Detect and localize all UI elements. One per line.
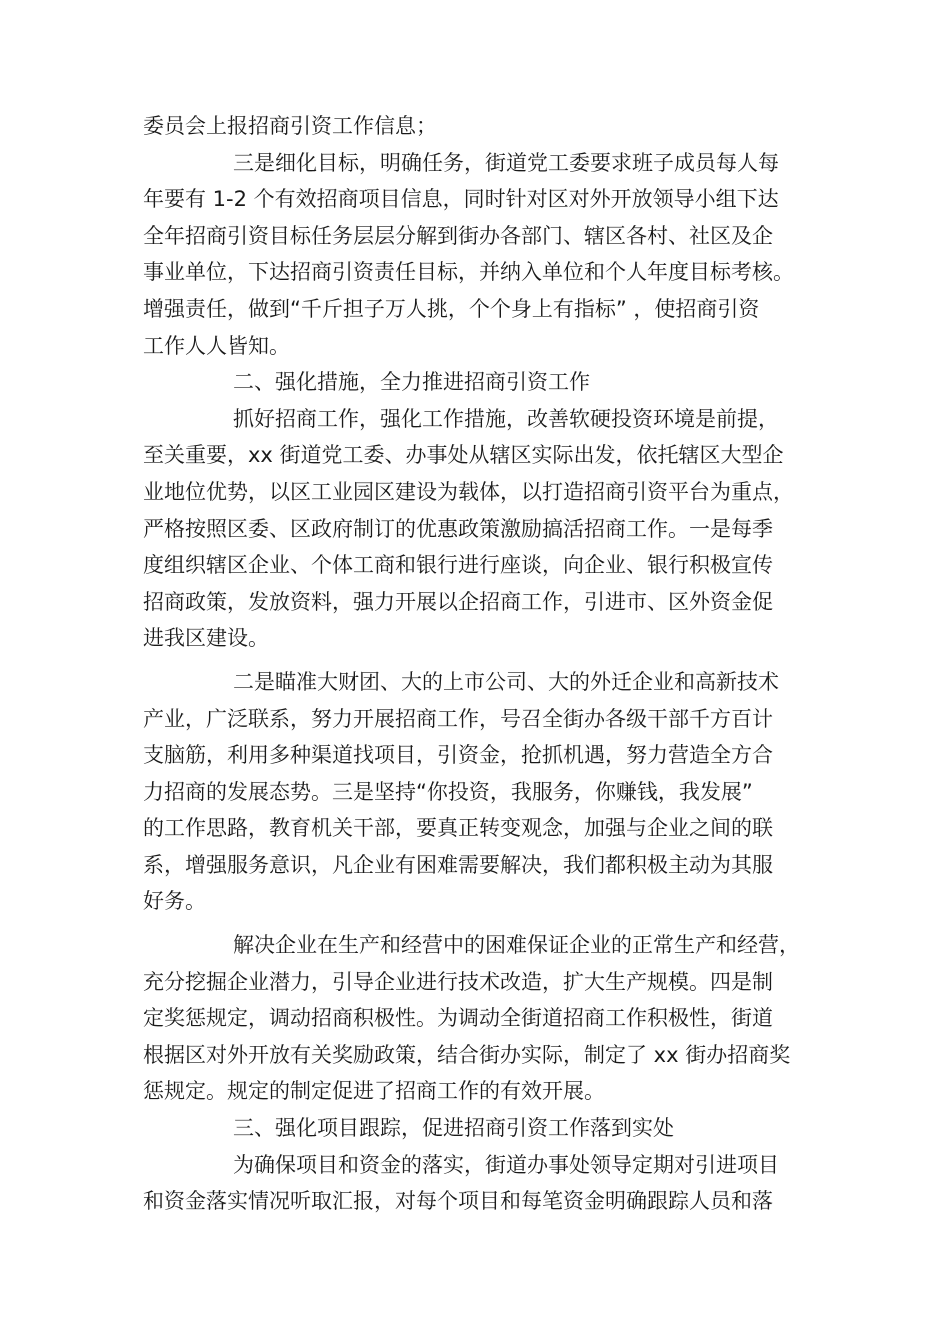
text-line: 和资金落实情况听取汇报，对每个项目和每笔资金明确跟踪人员和落 bbox=[143, 1189, 773, 1214]
text-line: 抓好招商工作，强化工作措施，改善软硬投资环境是前提， bbox=[233, 406, 779, 431]
text-line: 惩规定。规定的制定促进了招商工作的有效开展。 bbox=[143, 1079, 605, 1104]
text-line: 好务。 bbox=[143, 889, 206, 914]
text-line: 定奖惩规定，调动招商积极性。为调动全街道招商工作积极性，街道 bbox=[143, 1006, 773, 1031]
text-line: 的工作思路，教育机关干部，要真正转变观念，加强与企业之间的联 bbox=[143, 816, 773, 841]
section-heading: 二、强化措施，全力推进招商引资工作 bbox=[233, 370, 590, 395]
text-line: 二是瞄准大财团、大的上市公司、大的外迁企业和高新技术 bbox=[233, 669, 779, 694]
text-line: 进我区建设。 bbox=[143, 626, 269, 651]
text-line: 事业单位，下达招商引资责任目标，并纳入单位和个人年度目标考核。 bbox=[143, 260, 794, 285]
text-line: 力招商的发展态势。三是坚持“你投资，我服务，你赚钱，我发展” bbox=[143, 779, 753, 804]
text-line: 工作人人皆知。 bbox=[143, 333, 290, 358]
text-line: 至关重要，xx 街道党工委、办事处从辖区实际出发，依托辖区大型企 bbox=[143, 443, 784, 468]
text-line: 年要有 1-2 个有效招商项目信息，同时针对区对外开放领导小组下达 bbox=[143, 187, 779, 212]
section-heading: 三、强化项目跟踪，促进招商引资工作落到实处 bbox=[233, 1116, 674, 1141]
text-line: 招商政策，发放资料，强力开展以企招商工作，引进市、区外资金促 bbox=[143, 589, 773, 614]
text-line: 增强责任，做到“千斤担子万人挑，个个身上有指标” ，使招商引资 bbox=[143, 296, 760, 321]
text-line: 严格按照区委、区政府制订的优惠政策激励搞活招商工作。一是每季 bbox=[143, 516, 773, 541]
text-line: 产业，广泛联系，努力开展招商工作，号召全街办各级干部千方百计 bbox=[143, 706, 773, 731]
text-line: 三是细化目标，明确任务，街道党工委要求班子成员每人每 bbox=[233, 150, 779, 175]
text-line: 根据区对外开放有关奖励政策，结合街办实际，制定了 xx 街办招商奖 bbox=[143, 1042, 791, 1067]
text-line: 解决企业在生产和经营中的困难保证企业的正常生产和经营， bbox=[233, 933, 800, 958]
text-line: 为确保项目和资金的落实，街道办事处领导定期对引进项目 bbox=[233, 1152, 779, 1177]
text-line: 支脑筋，利用多种渠道找项目，引资金，抢抓机遇，努力营造全方合 bbox=[143, 743, 773, 768]
text-line: 业地位优势，以区工业园区建设为载体，以打造招商引资平台为重点， bbox=[143, 479, 794, 504]
text-line: 系，增强服务意识，凡企业有困难需要解决，我们都积极主动为其服 bbox=[143, 852, 773, 877]
text-line: 充分挖掘企业潜力，引导企业进行技术改造，扩大生产规模。四是制 bbox=[143, 969, 773, 994]
text-line: 度组织辖区企业、个体工商和银行进行座谈，向企业、银行积极宣传 bbox=[143, 553, 773, 578]
text-line: 委员会上报招商引资工作信息； bbox=[143, 114, 437, 138]
text-line: 全年招商引资目标任务层层分解到街办各部门、辖区各村、社区及企 bbox=[143, 223, 773, 248]
document-body bbox=[143, 108, 823, 1220]
